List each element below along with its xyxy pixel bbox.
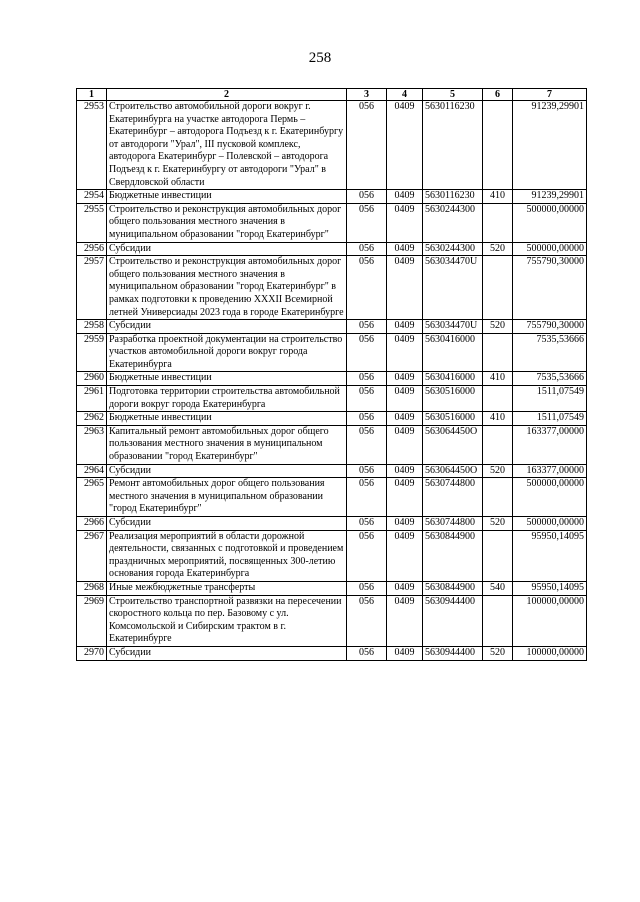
table-row — [77, 101, 587, 190]
row-name: Строительство и реконструкция автомобильных дорог общего пользования местного значения в муниципальном образовании "город Екатеринбург" в рамках подготовки к проведению XXXII Всемирной летней Универсиады 2023 года в городе Екатеринбурге — [107, 256, 347, 320]
row-expense-type — [483, 256, 513, 320]
table-row — [77, 530, 587, 581]
row-section-code: 0409 — [387, 530, 423, 581]
row-amount: 163377,00000 — [513, 425, 587, 464]
row-admin-code: 056 — [347, 190, 387, 204]
header-row — [77, 89, 587, 101]
row-number: 2954 — [77, 190, 107, 204]
row-amount: 91239,29901 — [513, 101, 587, 190]
row-name: Бюджетные инвестиции — [107, 190, 347, 204]
row-section-code: 0409 — [387, 646, 423, 660]
row-section-code: 0409 — [387, 101, 423, 190]
row-target-code: 563034470U — [423, 256, 483, 320]
row-expense-type — [483, 386, 513, 412]
row-target-code: 563064450О — [423, 464, 483, 478]
table-row — [77, 242, 587, 256]
table-row — [77, 581, 587, 595]
row-expense-type — [483, 203, 513, 242]
row-number: 2965 — [77, 478, 107, 517]
row-name: Строительство транспортной развязки на пересечении скоростного кольца по пер. Базовому с ул. Комсомольской и Сибирским трактом в г. Екатеринбурге — [107, 595, 347, 646]
row-admin-code: 056 — [347, 646, 387, 660]
row-expense-type: 520 — [483, 320, 513, 334]
row-target-code: 5630944400 — [423, 646, 483, 660]
header-col-7: 7 — [513, 89, 587, 101]
row-number: 2956 — [77, 242, 107, 256]
row-target-code: 563034470U — [423, 320, 483, 334]
row-number: 2959 — [77, 333, 107, 372]
row-target-code: 5630416000 — [423, 372, 483, 386]
row-number: 2955 — [77, 203, 107, 242]
row-name: Субсидии — [107, 646, 347, 660]
row-expense-type — [483, 425, 513, 464]
row-target-code: 5630244300 — [423, 242, 483, 256]
row-amount: 95950,14095 — [513, 581, 587, 595]
row-amount: 500000,00000 — [513, 478, 587, 517]
table-row — [77, 464, 587, 478]
row-expense-type — [483, 101, 513, 190]
row-name: Субсидии — [107, 320, 347, 334]
row-amount: 755790,30000 — [513, 320, 587, 334]
row-target-code: 5630244300 — [423, 203, 483, 242]
header-col-3: 3 — [347, 89, 387, 101]
row-admin-code: 056 — [347, 101, 387, 190]
row-number: 2967 — [77, 530, 107, 581]
row-amount: 500000,00000 — [513, 242, 587, 256]
row-name: Бюджетные инвестиции — [107, 372, 347, 386]
row-amount: 163377,00000 — [513, 464, 587, 478]
row-target-code: 5630116230 — [423, 101, 483, 190]
row-section-code: 0409 — [387, 464, 423, 478]
row-target-code: 5630844900 — [423, 530, 483, 581]
row-number: 2964 — [77, 464, 107, 478]
row-amount: 7535,53666 — [513, 372, 587, 386]
row-name: Бюджетные инвестиции — [107, 412, 347, 426]
row-expense-type: 540 — [483, 581, 513, 595]
row-name: Строительство автомобильной дороги вокруг г. Екатеринбурга на участке автодорога Пермь – Екатеринбург – автодорога Подъезд к г. Екатеринбургу от автодороги "Урал", III пусковой комплекс, автодорога Екатеринбург – Полевской – автодорога Подъезд к г. Екатеринбургу от автодороги "Урал" в Свердловской области — [107, 101, 347, 190]
row-section-code: 0409 — [387, 190, 423, 204]
row-number: 2968 — [77, 581, 107, 595]
row-target-code: 5630744800 — [423, 478, 483, 517]
header-col-5: 5 — [423, 89, 483, 101]
row-number: 2969 — [77, 595, 107, 646]
row-name: Субсидии — [107, 517, 347, 531]
row-target-code: 5630744800 — [423, 517, 483, 531]
row-amount: 500000,00000 — [513, 517, 587, 531]
table-row — [77, 386, 587, 412]
row-expense-type: 520 — [483, 464, 513, 478]
row-number: 2953 — [77, 101, 107, 190]
row-section-code: 0409 — [387, 595, 423, 646]
table-row — [77, 646, 587, 660]
row-name: Строительство и реконструкция автомобильных дорог общего пользования местного значения в муниципальном образовании "город Екатеринбург" — [107, 203, 347, 242]
row-number: 2960 — [77, 372, 107, 386]
header-col-1: 1 — [77, 89, 107, 101]
row-amount: 755790,30000 — [513, 256, 587, 320]
row-section-code: 0409 — [387, 425, 423, 464]
row-number: 2962 — [77, 412, 107, 426]
row-expense-type: 520 — [483, 517, 513, 531]
row-admin-code: 056 — [347, 595, 387, 646]
row-amount: 1511,07549 — [513, 386, 587, 412]
table-row — [77, 595, 587, 646]
row-section-code: 0409 — [387, 372, 423, 386]
row-admin-code: 056 — [347, 530, 387, 581]
row-admin-code: 056 — [347, 412, 387, 426]
table-row — [77, 256, 587, 320]
row-expense-type: 410 — [483, 372, 513, 386]
row-section-code: 0409 — [387, 320, 423, 334]
row-section-code: 0409 — [387, 412, 423, 426]
row-target-code: 5630844900 — [423, 581, 483, 595]
row-name: Субсидии — [107, 464, 347, 478]
row-expense-type — [483, 530, 513, 581]
row-admin-code: 056 — [347, 386, 387, 412]
row-admin-code: 056 — [347, 372, 387, 386]
row-expense-type: 520 — [483, 242, 513, 256]
row-name: Капитальный ремонт автомобильных дорог общего пользования местного значения в муниципальном образовании "город Екатеринбург" — [107, 425, 347, 464]
row-admin-code: 056 — [347, 517, 387, 531]
page-number: 258 — [308, 50, 332, 66]
row-expense-type: 410 — [483, 412, 513, 426]
table-row — [77, 517, 587, 531]
row-expense-type: 520 — [483, 646, 513, 660]
row-number: 2958 — [77, 320, 107, 334]
row-number: 2966 — [77, 517, 107, 531]
row-section-code: 0409 — [387, 517, 423, 531]
row-section-code: 0409 — [387, 478, 423, 517]
budget-table — [76, 88, 587, 661]
row-section-code: 0409 — [387, 203, 423, 242]
row-target-code: 563064450О — [423, 425, 483, 464]
header-col-2: 2 — [107, 89, 347, 101]
table-row — [77, 203, 587, 242]
row-number: 2957 — [77, 256, 107, 320]
row-expense-type: 410 — [483, 190, 513, 204]
table-body — [77, 101, 587, 661]
row-admin-code: 056 — [347, 203, 387, 242]
row-amount: 7535,53666 — [513, 333, 587, 372]
row-admin-code: 056 — [347, 320, 387, 334]
row-number: 2961 — [77, 386, 107, 412]
table-row — [77, 372, 587, 386]
row-number: 2963 — [77, 425, 107, 464]
row-admin-code: 056 — [347, 256, 387, 320]
row-amount: 100000,00000 — [513, 646, 587, 660]
row-target-code: 5630516000 — [423, 412, 483, 426]
row-target-code: 5630416000 — [423, 333, 483, 372]
row-name: Реализация мероприятий в области дорожной деятельности, связанных с подготовкой и проведением праздничных мероприятий, посвященных 300-летию основания города Екатеринбурга — [107, 530, 347, 581]
row-admin-code: 056 — [347, 464, 387, 478]
header-col-6: 6 — [483, 89, 513, 101]
row-amount: 500000,00000 — [513, 203, 587, 242]
table-row — [77, 190, 587, 204]
row-name: Иные межбюджетные трансферты — [107, 581, 347, 595]
row-name: Ремонт автомобильных дорог общего пользования местного значения в муниципальном образовании "город Екатеринбург" — [107, 478, 347, 517]
row-target-code: 5630116230 — [423, 190, 483, 204]
row-section-code: 0409 — [387, 256, 423, 320]
row-admin-code: 056 — [347, 581, 387, 595]
row-admin-code: 056 — [347, 333, 387, 372]
row-admin-code: 056 — [347, 478, 387, 517]
table-row — [77, 412, 587, 426]
row-target-code: 5630516000 — [423, 386, 483, 412]
header-col-4: 4 — [387, 89, 423, 101]
row-name: Субсидии — [107, 242, 347, 256]
row-expense-type — [483, 333, 513, 372]
row-admin-code: 056 — [347, 242, 387, 256]
table-row — [77, 333, 587, 372]
row-amount: 100000,00000 — [513, 595, 587, 646]
row-number: 2970 — [77, 646, 107, 660]
row-name: Разработка проектной документации на строительство участков автомобильной дороги вокруг города Екатеринбурга — [107, 333, 347, 372]
row-expense-type — [483, 595, 513, 646]
row-section-code: 0409 — [387, 242, 423, 256]
row-amount: 91239,29901 — [513, 190, 587, 204]
row-target-code: 5630944400 — [423, 595, 483, 646]
row-name: Подготовка территории строительства автомобильной дороги вокруг города Екатеринбурга — [107, 386, 347, 412]
table-row — [77, 478, 587, 517]
row-section-code: 0409 — [387, 333, 423, 372]
table-row — [77, 320, 587, 334]
row-section-code: 0409 — [387, 581, 423, 595]
table-row — [77, 425, 587, 464]
row-amount: 95950,14095 — [513, 530, 587, 581]
row-section-code: 0409 — [387, 386, 423, 412]
row-admin-code: 056 — [347, 425, 387, 464]
row-expense-type — [483, 478, 513, 517]
row-amount: 1511,07549 — [513, 412, 587, 426]
